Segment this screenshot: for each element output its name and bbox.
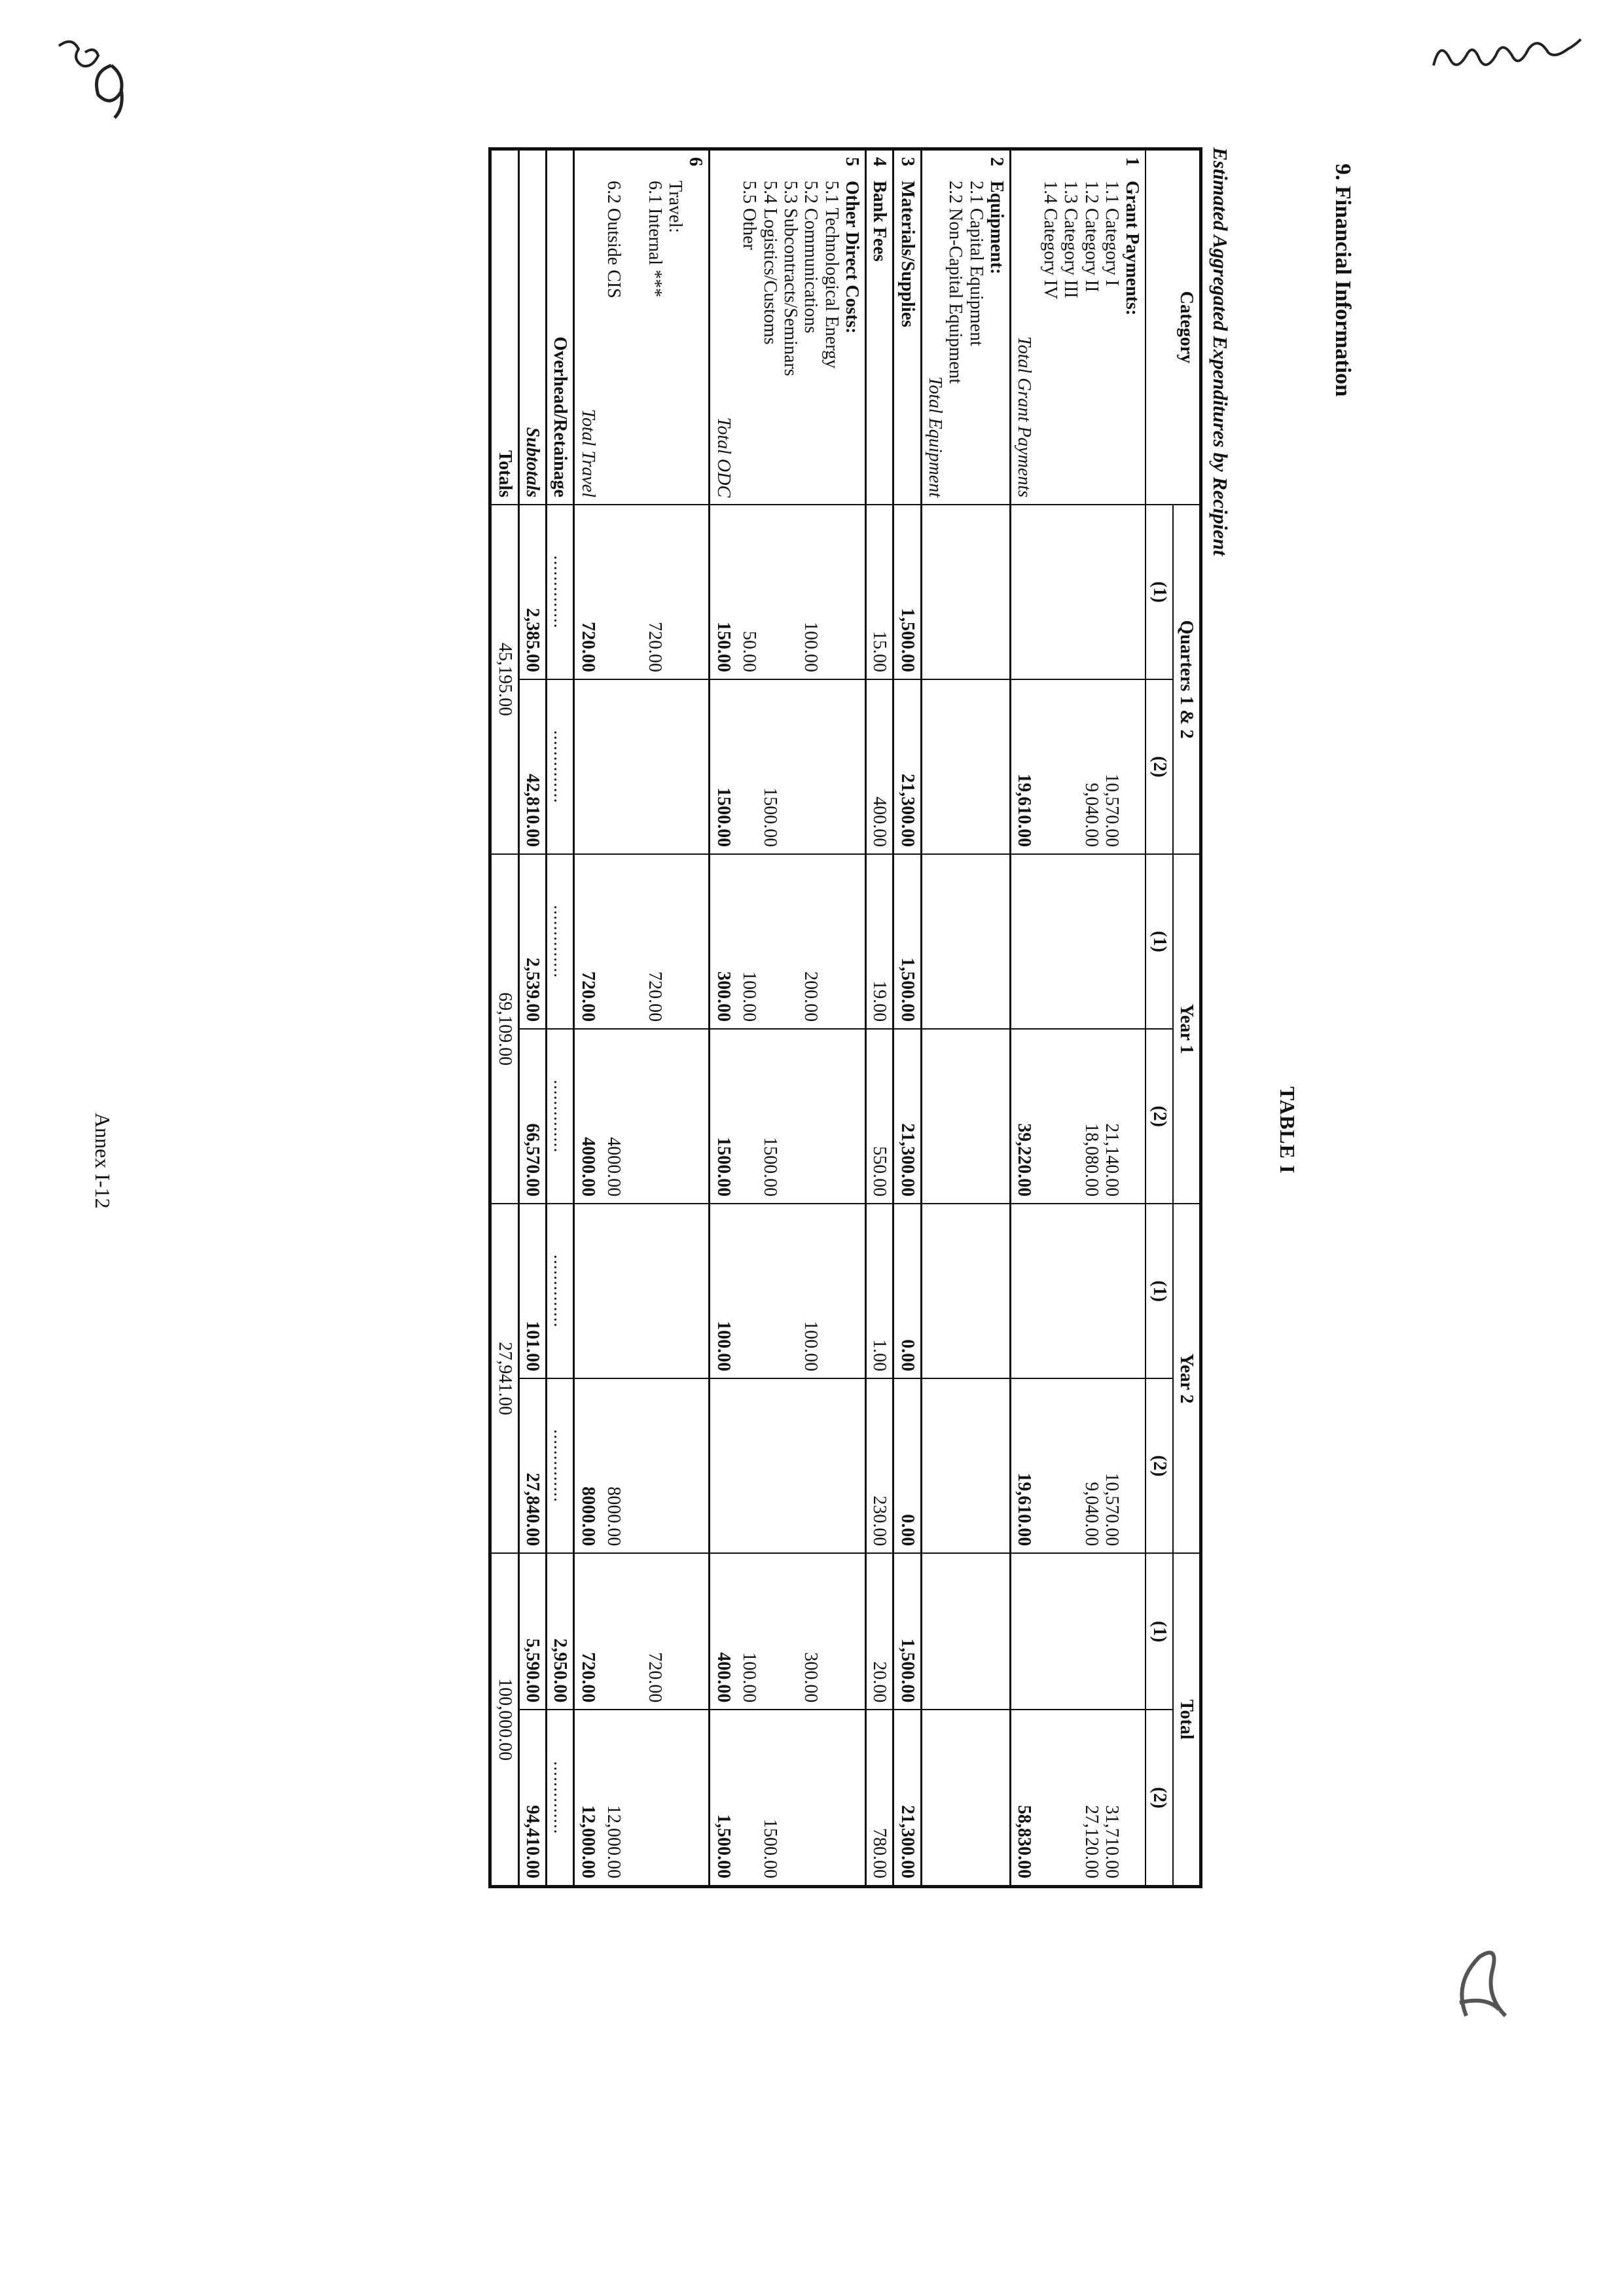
value-cell: 4000.00 [601,1029,710,1204]
value-cell [1037,1204,1146,1378]
category-cell: 5Other Direct Costs: 5.1 Technological Energy 5.2 Communications 5.3 Subcontracts/Seminars 5.4 Logistics/Customs 5.5 Other [736,149,866,505]
value-cell: 19,610.00 [1011,1378,1038,1553]
value-cell [1011,854,1038,1029]
value-cell: 42,810.00 [518,679,546,854]
total-label-cell: Total Travel [574,149,601,505]
table-row [921,149,1010,1887]
table-label: TABLE I [1276,1086,1299,1174]
value-cell: 12,000.00 [574,1710,601,1886]
total-label-cell: Total ODC [710,149,736,505]
value-cell: 15.00 [865,505,893,679]
value-cell: 39,220.00 [1011,1029,1038,1204]
category-cell: 6 Travel: 6.1 Internal *** 6.2 Outside CIS [601,149,710,505]
value-cell: .............. [546,1710,573,1886]
value-cell [1011,505,1038,679]
subcol-header: (1) [1146,854,1172,1029]
value-cell: 1,500.00 [893,854,921,1029]
value-cell: 100.00 [710,1204,736,1378]
value-cell: .............. [546,1029,573,1204]
value-cell: 300.00 [710,854,736,1029]
table-subtitle: Estimated Aggregated Expenditures by Recipient [1209,147,1232,556]
value-cell: 550.00 [865,1029,893,1204]
value-cell: 0.00 [893,1378,921,1553]
value-cell: 1500.00 [736,1710,866,1886]
value-cell [710,1378,736,1553]
value-cell: 2,385.00 [518,505,546,679]
table-row-total [574,149,601,1887]
value-cell [601,679,710,854]
subcol-header: (1) [1146,1553,1172,1710]
value-cell [574,679,601,854]
value-cell: 720.00 [601,854,710,1029]
value-cell: 230.00 [865,1378,893,1553]
table-row [601,149,710,1887]
subcol-header: (1) [1146,505,1172,679]
value-cell: .............. [546,505,573,679]
handwritten-note [1427,26,1597,85]
table-row [736,149,866,1887]
value-cell [601,1204,710,1378]
rotated-table-block [173,147,1234,1882]
value-cell [1011,1204,1038,1378]
value-cell [1011,1553,1038,1710]
value-cell: 720.00 [601,1553,710,1710]
category-cell: Subtotals [518,149,546,505]
subcol-header: (1) [1146,1204,1172,1378]
period-header-total: Total [1173,1553,1201,1886]
value-cell: .............. [546,1378,573,1553]
handwritten-initials [39,26,170,137]
value-cell: 10,570.00 9,040.00 [1037,1378,1146,1553]
table-row-total [710,149,736,1887]
value-cell: 4000.00 [574,1029,601,1204]
category-cell: Overhead/Retainage [546,149,573,505]
table-row [893,149,921,1887]
value-cell: 400.00 [865,679,893,854]
handwritten-signature [1440,1937,1525,2029]
value-cell: 150.00 [710,505,736,679]
value-cell: .............. [546,854,573,1029]
value-cell: 21,300.00 [893,679,921,854]
value-cell: 720.00 [574,854,601,1029]
subcol-header: (2) [1146,679,1172,854]
table-row [518,149,546,1887]
subcol-header: (2) [1146,1029,1172,1204]
total-cell: 100,000.00 [490,1553,518,1886]
expenditure-table [488,147,1202,1888]
value-cell [736,1378,866,1553]
value-cell: 1500.00 [736,679,866,854]
value-cell: 1.00 [865,1204,893,1378]
value-cell: 2,539.00 [518,854,546,1029]
category-header: Category [1146,149,1200,505]
value-cell: 1,500.00 [710,1710,736,1886]
subcol-header: (2) [1146,1710,1172,1886]
value-cell: 21,300.00 [893,1029,921,1204]
value-cell: 1500.00 [710,1029,736,1204]
value-cell: 8000.00 [601,1378,710,1553]
value-cell: 300.00 100.00 [736,1553,866,1710]
value-cell: 10,570.00 9,040.00 [1037,679,1146,854]
category-cell: 4Bank Fees [865,149,893,505]
value-cell [1037,854,1146,1029]
value-cell: 2,950.00 [546,1553,573,1710]
value-cell: 21,300.00 [893,1710,921,1886]
category-cell: 2Equipment: 2.1 Capital Equipment 2.2 Non-Capital Equipment Total Equipment [921,149,1010,505]
value-cell [574,1204,601,1378]
value-cell: 400.00 [710,1553,736,1710]
value-cell: 100.00 50.00 [736,505,866,679]
value-cell: 1500.00 [710,679,736,854]
section-heading: 9. Financial Information [1331,164,1355,397]
value-cell: 720.00 [601,505,710,679]
value-cell: 1,500.00 [893,505,921,679]
value-cell: 31,710.00 27,120.00 [1037,1710,1146,1886]
value-cell: 5,590.00 [518,1553,546,1710]
category-cell: Totals [490,149,518,505]
annex-label: Annex I-12 [91,1113,115,1209]
value-cell: 27,840.00 [518,1378,546,1553]
value-cell: 720.00 [574,1553,601,1710]
value-cell: 58,830.00 [1011,1710,1038,1886]
value-cell: 1,500.00 [893,1553,921,1710]
value-cell: 19,610.00 [1011,679,1038,854]
subcol-header: (2) [1146,1378,1172,1553]
table-row [1037,149,1146,1887]
value-cell: 100.00 [736,1204,866,1378]
category-cell: 1Grant Payments: 1.1 Category I 1.2 Category II 1.3 Category III 1.4 Category IV [1037,149,1146,505]
value-cell: 66,570.00 [518,1029,546,1204]
table-row [865,149,893,1887]
value-cell: 780.00 [865,1710,893,1886]
total-label-cell: Total Grant Payments [1011,149,1038,505]
table-row-total [1011,149,1038,1887]
category-cell: 3Materials/Supplies [893,149,921,505]
period-header-y2: Year 2 [1173,1204,1201,1553]
period-header-q: Quarters 1 & 2 [1173,505,1201,854]
value-cell: 19.00 [865,854,893,1029]
value-cell: 1500.00 [736,1029,866,1204]
period-header-y1: Year 1 [1173,854,1201,1204]
value-cell [1037,505,1146,679]
value-cell: 21,140.00 18,080.00 [1037,1029,1146,1204]
table-row [546,149,573,1887]
value-cell: 94,410.00 [518,1710,546,1886]
value-cell: 200.00 100.00 [736,854,866,1029]
total-cell: 69,109.00 [490,854,518,1204]
value-cell: 101.00 [518,1204,546,1378]
value-cell: .............. [546,1204,573,1378]
value-cell: 20.00 [865,1553,893,1710]
value-cell: 0.00 [893,1204,921,1378]
total-cell: 27,941.00 [490,1204,518,1553]
value-cell [1037,1553,1146,1710]
total-cell: 45,195.00 [490,505,518,854]
value-cell: 720.00 [574,505,601,679]
value-cell: 12,000.00 [601,1710,710,1886]
value-cell: .............. [546,679,573,854]
value-cell: 8000.00 [574,1378,601,1553]
table-row [490,149,518,1887]
